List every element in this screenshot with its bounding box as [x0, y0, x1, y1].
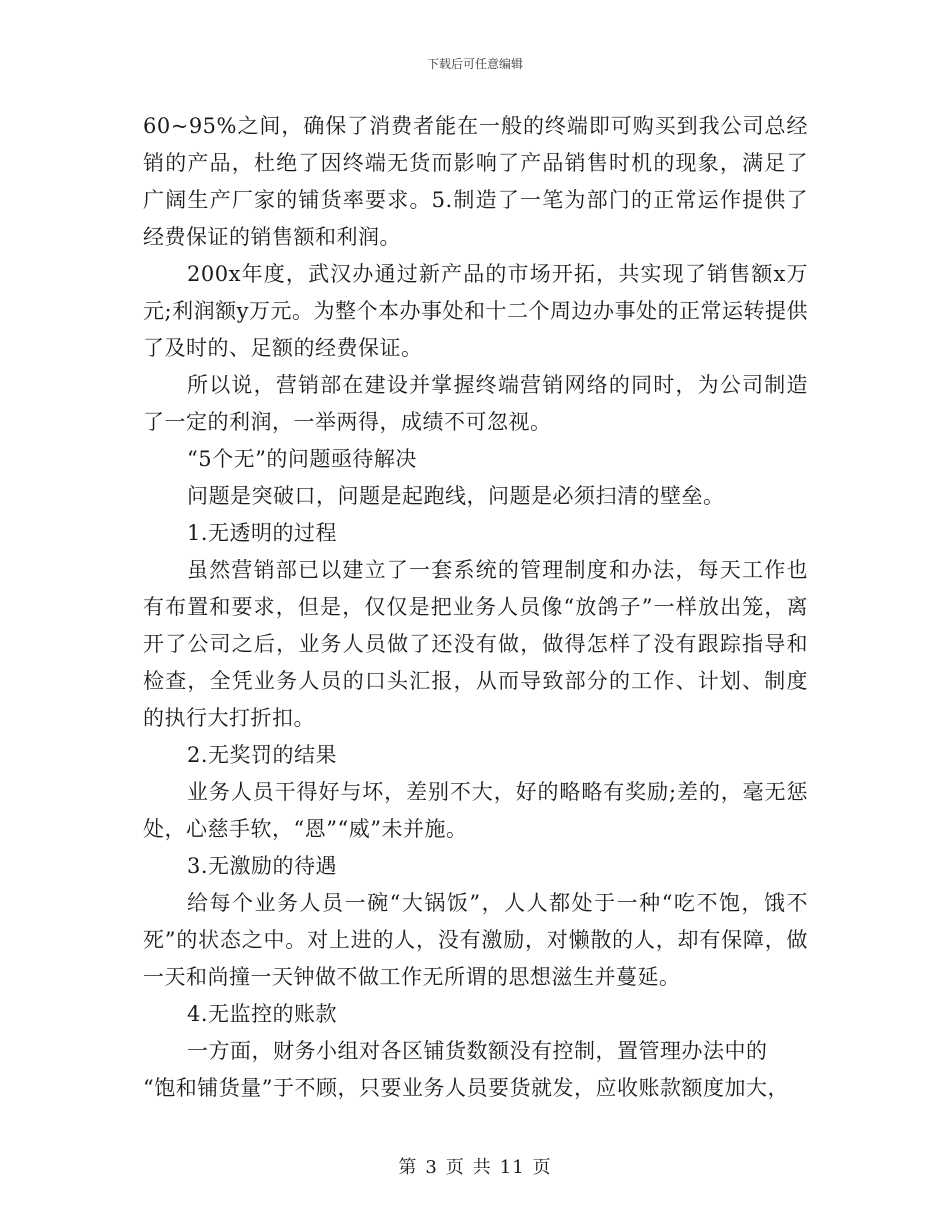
paragraph: 给每个业务人员一碗“大锅饭”，人人都处于一种“吃不饱，饿不死”的状态之中。对上进的人，没有激励，对懒散的人，却有保障，做一天和尚撞一天钟做不做工作无所谓的思想滋生并蔓延。	[143, 891, 808, 989]
footer-total-pages: 11	[499, 1157, 525, 1178]
paragraph: 一方面，财务小组对各区铺货数额没有控制，置管理办法中的	[187, 1039, 768, 1063]
document-body	[143, 108, 808, 1107]
paragraph: 所以说，营销部在建设并掌握终端营销网络的同时，为公司制造了一定的利润，一举两得，成绩不可忽视。	[143, 373, 808, 434]
subsection-heading: 4.无监控的账款	[187, 1002, 338, 1026]
subsection-heading: 1.无透明的过程	[187, 521, 338, 545]
footer-page-number: 3	[425, 1157, 438, 1178]
paragraph: 60~95%之间，确保了消费者能在一般的终端即可购买到我公司总经销的产品，杜绝了因终端无货而影响了产品销售时机的现象，满足了广阔生产厂家的铺货率要求。5.制造了一笔为部门的正常运作提供了经费保证的销售额和利润。	[143, 114, 808, 249]
paragraph: 虽然营销部已以建立了一套系统的管理制度和办法，每天工作也有布置和要求，但是，仅仅是把业务人员像“放鸽子”一样放出笼，离开了公司之后，业务人员做了还没有做，做得怎样了没有跟踪指导和检查，全凭业务人员的口头汇报，从而导致部分的工作、计划、制度的执行大打折扣。	[143, 558, 808, 730]
subsection-heading: 2.无奖罚的结果	[187, 743, 338, 767]
paragraph: 业务人员干得好与坏，差别不大，好的略略有奖励;差的，毫无惩处，心慈手软，“恩”“威”未并施。	[143, 780, 808, 841]
footer-label-after: 页	[532, 1157, 552, 1178]
footer-label-total: 共	[472, 1157, 492, 1178]
paragraph: “饱和铺货量”于不顾，只要业务人员要货就发，应收账款额度加大，	[143, 1076, 789, 1100]
paragraph: 200x年度，武汉办通过新产品的市场开拓，共实现了销售额x万元;利润额y万元。为整个本办事处和十二个周边办事处的正常运转提供了及时的、足额的经费保证。	[143, 262, 808, 360]
subsection-heading: 3.无激励的待遇	[187, 854, 338, 878]
footer-label-mid: 页	[445, 1157, 465, 1178]
section-heading: “5个无”的问题亟待解决	[187, 447, 417, 471]
footer-label-before: 第	[398, 1157, 418, 1178]
page-footer	[0, 1153, 950, 1179]
header-note: 下载后可任意编辑	[426, 57, 523, 71]
paragraph: 问题是突破口，问题是起跑线，问题是必须扫清的壁垒。	[187, 484, 725, 508]
